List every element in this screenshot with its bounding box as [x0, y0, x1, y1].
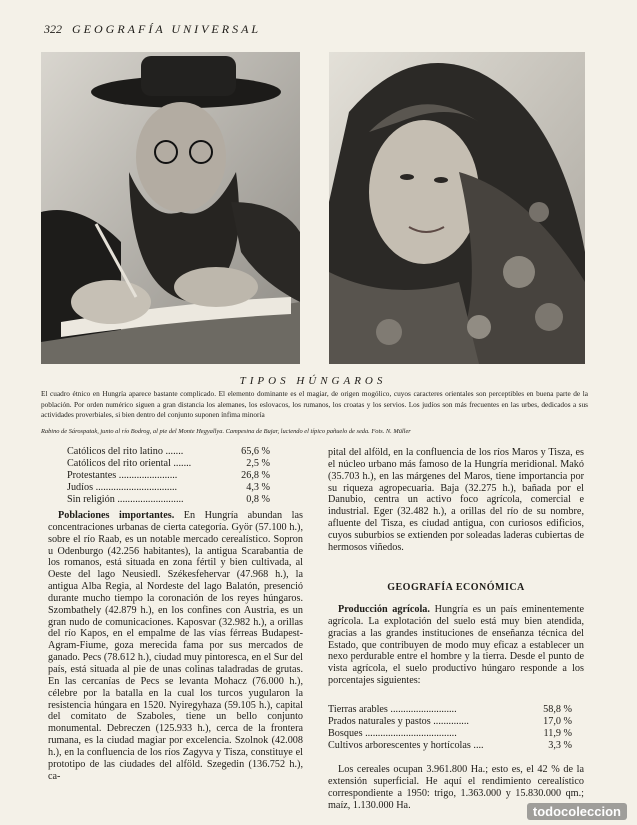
row-value: 11,9 % [543, 727, 572, 739]
row-value: 0,8 % [246, 493, 270, 505]
page-number: 322 [44, 22, 62, 36]
photo-rabbi [41, 52, 300, 364]
table-row [328, 728, 572, 740]
row-label: Cultivos arborescentes y hortícolas .... [328, 739, 484, 751]
row-value: 26,8 % [241, 469, 270, 481]
watermark-logo: todocoleccion [527, 803, 627, 820]
row-label: Tierras arables .......................... [328, 704, 457, 715]
table-row [328, 740, 572, 752]
row-value: 17,0 % [543, 715, 572, 727]
photo-peasant-woman [329, 52, 585, 364]
table-row [67, 494, 270, 506]
caption-text: El cuadro étnico en Hungría aparece bastante complicado. El elemento dominante es el magiar, de origen mogólico, cuyos caracteres orientales son perceptibles en buena parte de la población. Por orden numérico siguen a gran distancia los alemanes, los eslovacos, los rumanos, los croatas y los servios. Los judíos son más frecuentes en las urbes, dedicados a sus actividades proverbiales, si bien dentro del conjunto suponen ínfima minoría [41, 389, 588, 420]
row-label: Judíos ................................ [67, 481, 178, 493]
row-label: Protestantes ....................... [67, 469, 178, 481]
right-column-top [328, 447, 584, 554]
religion-table [67, 446, 270, 505]
row-label: Sin religión .......................... [67, 493, 184, 505]
land-use-table [328, 704, 572, 752]
running-title: GEOGRAFÍA UNIVERSAL [72, 22, 262, 36]
row-label: Prados naturales y pastos .............. [328, 715, 469, 727]
table-row [67, 458, 270, 470]
table-row [328, 716, 572, 728]
section-title: GEOGRAFÍA ECONÓMICA [387, 582, 525, 593]
row-value: 4,3 % [246, 481, 270, 493]
paragraph-text: pital del alföld, en la confluencia de los ríos Maros y Tisza, es el núcleo urbano más famoso de la Hungría meridional. Makó (35.703 h.), en las márgenes del Maros, tiene importancia por su riqueza agropecuaria. Baja (32.275 h.), bañada por el Danubio, centra un activo foco agrícola, comercial e industrial. Eger (32.482 h.), a orillas del río de su nombre, afluente del Tisza, es ciudad antigua, con curiosos edificios, cuyos suburbios se extienden por soleadas laderas cubiertas de hermosos viñedos. [328, 447, 584, 553]
caption-title: TIPOS HÚNGAROS [239, 375, 387, 387]
row-value: 65,6 % [241, 446, 270, 457]
row-value: 2,5 % [246, 457, 270, 469]
caption-credit: Rabino de Sárospatak, junto al río Bodrog, al pie del Monte Hegyallya. Campesina de Bujar, luciendo el típico pañuelo de seda. Fots. N. Müller [41, 428, 411, 435]
row-label: Bosques .................................... [328, 727, 457, 739]
paragraph-text: En Hungría abundan las concentraciones urbanas de cierta categoría. Györ (57.100 h.), sobre el río Raab, es un notable mercado cerealístico. Sopron u Odenburgo (42.256 habitantes), la antigua Scarabantia de los romanos, está situada en zona fértil y bien cultivada, al Oeste del lago Neusiedl. Székesfehervar (47.968 h.), la antigua Alba Regia, al Nordeste del lago Balatón, presenció durante mucho tiempo la coronación de los reyes húngaros. Szombathely (42.879 h.), en los confines con Austria, es un gran nudo de comunicaciones. Kaposvar (32.982 h.), a orillas del río Kapos, en el empalme de las vías férreas Budapest-Agram-Fiume, goza merecida fama por sus mercados de ganado. Pecs (78.612 h.), ciudad muy pintoresca, en el Sur del país, está situada al pie de unas colinas taladradas de grutas. En las cercanías de Pecs se levanta Mohacz (76.000 h.), célebre por la batalla en la cual los turcos yugularon la resistencia húngara en 1520. Nyiregyhaza (59.105 h.), capital del comitato de Szaboles, tiene un bello conjunto monumental. Debreczen (125.933 h.), cerca de la frontera rumana, es la ciudad magiar por excelencia. Szolnok (42.008 h.), en la confluencia de los ríos Zagyva y Tisza, constituye el prototipo de las ciudades del alföld. Szegedin (136.752 h.), ca- [48, 510, 304, 782]
row-label: Católicos del rito latino ....... [67, 446, 184, 457]
subsection-heading: Producción agrícola. [338, 604, 430, 615]
table-row [328, 704, 572, 716]
paragraph-text: Hungría es un país eminentemente agrícola. La explotación del suelo está muy bien atendida, gracias a las grandes instituciones de enseñanza técnica del Estado, que contribuyen de modo muy eficaz a establecer un nexo perdurable entre el hombre y la tierra. Desde el punto de vista agrícola, el suelo productivo húngaro responde a los porcentajes siguientes: [328, 604, 584, 687]
page-header [44, 22, 261, 37]
row-label: Católicos del rito oriental ....... [67, 457, 192, 469]
row-value: 58,8 % [543, 704, 572, 715]
table-row [67, 446, 270, 458]
economy-paragraph [328, 604, 584, 687]
section-heading: Poblaciones importantes. [58, 510, 175, 521]
row-value: 3,3 % [548, 739, 572, 751]
left-column [48, 510, 303, 782]
table-row [67, 482, 270, 494]
paragraph-text: Los cereales ocupan 3.961.800 Ha.; esto es, el 42 % de la extensión superficial. He aquí el rendimiento cerealístico correspondiente a 1950: trigo, 1.363.000 y 15.830.000 qm.; maíz, 1.130.000 Ha. [328, 764, 584, 811]
table-row [67, 470, 270, 482]
